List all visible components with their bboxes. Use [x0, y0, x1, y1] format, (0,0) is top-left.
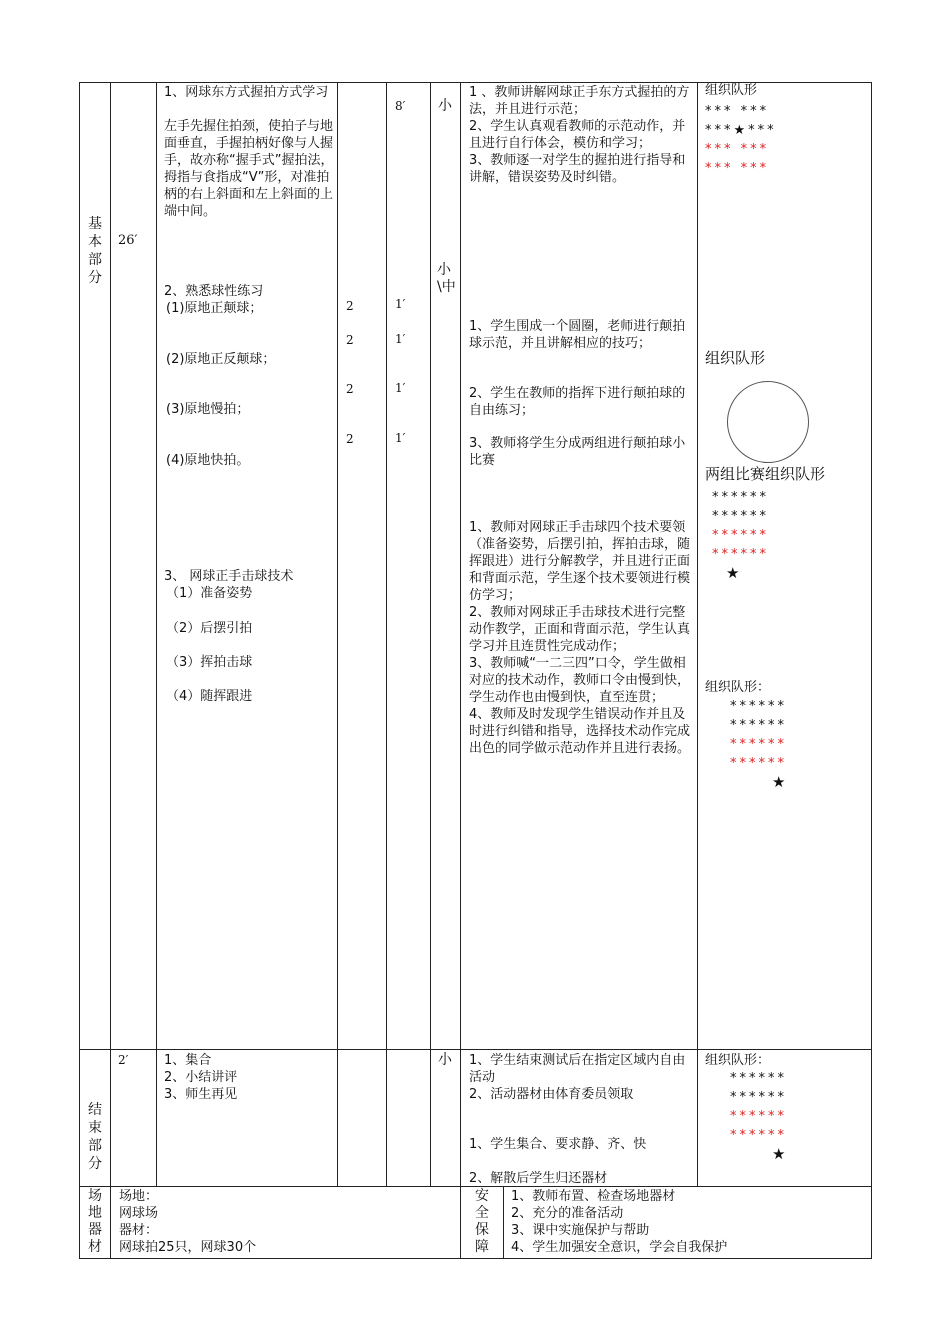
safety-item: 1、教师布置、检查场地器材: [511, 1189, 676, 1204]
col-divider: [460, 1186, 461, 1258]
teacher-star-icon: ★: [772, 773, 786, 791]
col-divider: [697, 82, 698, 1186]
item2-minutes: 1′: [395, 431, 406, 445]
item1-intensity: 小: [438, 98, 452, 114]
method-bounce-demo: 1、学生围成一个圆圈，老师进行颠拍球示范，并且讲解相应的技巧；: [469, 319, 686, 351]
ending-formation-row: ******: [730, 1109, 787, 1124]
ending-section-label: 结束部分: [88, 1102, 102, 1172]
item2-intensity: 小\中: [437, 262, 456, 295]
method-bounce-match: 3、教师将学生分成两组进行颠拍球小比赛: [469, 436, 686, 468]
formation-1-row: *** ***: [705, 161, 770, 176]
item2-sub: (1)原地正颠球；: [166, 301, 263, 316]
ending-intensity: 小: [438, 1052, 452, 1068]
ending-method: 2、解散后学生归还器材: [469, 1171, 608, 1186]
circle-formation-diagram: [727, 381, 809, 463]
ending-formation-label: 组织队形：: [705, 1053, 771, 1068]
formation-3-row: ******: [712, 509, 769, 524]
ending-formation-row: ******: [730, 1128, 787, 1143]
item2-title: 2、熟悉球性练习: [164, 284, 264, 299]
item1-minutes: 8′: [395, 99, 406, 113]
item1-title: 1、网球东方式握拍方式学习: [164, 85, 329, 100]
item1-desc: 左手先握住拍颈，使拍子与地面垂直，手握拍柄好像与人握手，故亦称“握手式”握拍法，拇指与食指成“V”形，对准拍柄的右上斜面和左上斜面的上端中间。: [164, 119, 334, 219]
ending-method: 1、学生结束测试后在指定区域内自由活动 2、活动器材由体育委员领取: [469, 1053, 686, 1102]
formation-3-label: 两组比赛组织队形: [705, 465, 826, 483]
item3-title: 3、 网球正手击球技术: [164, 569, 294, 584]
col-divider: [430, 82, 431, 1186]
table-border-bottom: [79, 1258, 872, 1259]
method-grip: 1 、教师讲解网球正手东方式握拍的方法，并且进行示范； 2、学生认真观看教师的示范动作，并且进行自行体会，模仿和学习； 3、教师逐一对学生的握拍进行指导和讲解，错误姿势及时纠错。: [469, 85, 690, 185]
ending-content: 3、师生再见: [164, 1087, 238, 1102]
basic-section-label: 基本部分: [88, 216, 102, 286]
item2-sub: (3)原地慢拍；: [166, 402, 250, 417]
table-border-left: [79, 82, 80, 1259]
formation-4-row: ******: [730, 737, 787, 752]
formation-3-row: ******: [712, 528, 769, 543]
formation-3-row: ******: [712, 547, 769, 562]
item2-minutes: 1′: [395, 332, 406, 346]
item2-reps: 2: [346, 299, 354, 313]
formation-1-row: ***★***: [705, 123, 777, 138]
safety-label: 安全保障: [475, 1188, 489, 1255]
formation-1-row: *** ***: [705, 104, 770, 119]
col-divider: [503, 1186, 504, 1258]
item2-reps: 2: [346, 382, 354, 396]
item3-sub: （4）随挥跟进: [166, 689, 253, 704]
basic-time: 26′: [118, 233, 138, 248]
item2-reps: 2: [346, 333, 354, 347]
formation-4-row: ******: [730, 756, 787, 771]
method-forehand: 1、教师对网球正手击球四个技术要领（准备姿势，后摆引拍，挥拍击球，随挥跟进）进行分解教学，并且进行正面和背面示范，学生逐个技术要领进行模仿学习； 2、教师对网球正手击球技术进行完整动作教学，正面和背面示范，学生认真学习并且连贯性完成动作； 3、教师喊“一二三四”口令，学生做相对应的技术动作，教师口令由慢到快，学生动作也由慢到快，直至连贯； 4、教师及时发现学生错误动作并且及时进行纠错和指导，选择技术动作完成出色的同学做示范动作并且进行表扬。: [469, 520, 691, 756]
col-divider: [386, 82, 387, 1186]
formation-3-row: ******: [712, 490, 769, 505]
teacher-star-icon: ★: [772, 1145, 786, 1163]
formation-1-row: *** ***: [705, 142, 770, 157]
teacher-star-icon: ★: [726, 564, 740, 582]
formation-2-label: 组织队形: [705, 349, 766, 367]
safety-item: 2、充分的准备活动: [511, 1206, 624, 1221]
col-divider: [156, 82, 157, 1186]
ending-formation-row: ******: [730, 1071, 787, 1086]
item2-sub: (4)原地快拍。: [166, 453, 250, 468]
col-divider: [110, 82, 111, 1186]
ending-content: 2、小结讲评: [164, 1070, 238, 1085]
equipment-label: 场地器材: [88, 1188, 102, 1255]
ending-time: 2′: [118, 1053, 129, 1067]
item2-reps: 2: [346, 432, 354, 446]
formation-4-row: ******: [730, 699, 787, 714]
formation-4-label: 组织队形：: [705, 680, 771, 695]
col-divider: [337, 82, 338, 1186]
ending-method: 1、学生集合、要求静、齐、快: [469, 1137, 647, 1152]
item3-sub: （3）挥拍击球: [166, 655, 253, 670]
safety-item: 3、课中实施保护与帮助: [511, 1223, 650, 1238]
formation-4-row: ******: [730, 718, 787, 733]
method-bounce-practice: 2、学生在教师的指挥下进行颠拍球的自由练习；: [469, 386, 686, 418]
col-divider: [110, 1186, 111, 1258]
item2-minutes: 1′: [395, 297, 406, 311]
item2-minutes: 1′: [395, 381, 406, 395]
row-divider-ending: [79, 1049, 872, 1050]
item3-sub: （1）准备姿势: [166, 586, 253, 601]
ending-formation-row: ******: [730, 1090, 787, 1105]
safety-item: 4、学生加强安全意识，学会自我保护: [511, 1240, 728, 1255]
item2-sub: (2)原地正反颠球；: [166, 352, 276, 367]
equipment-text: 场地： 网球场 器材： 网球拍25只，网球30个: [119, 1189, 257, 1255]
table-border-right: [871, 82, 872, 1259]
item3-sub: （2）后摆引拍: [166, 621, 253, 636]
col-divider: [460, 82, 461, 1186]
ending-content: 1、集合: [164, 1053, 212, 1068]
formation-1-label: 组织队形: [705, 83, 758, 98]
